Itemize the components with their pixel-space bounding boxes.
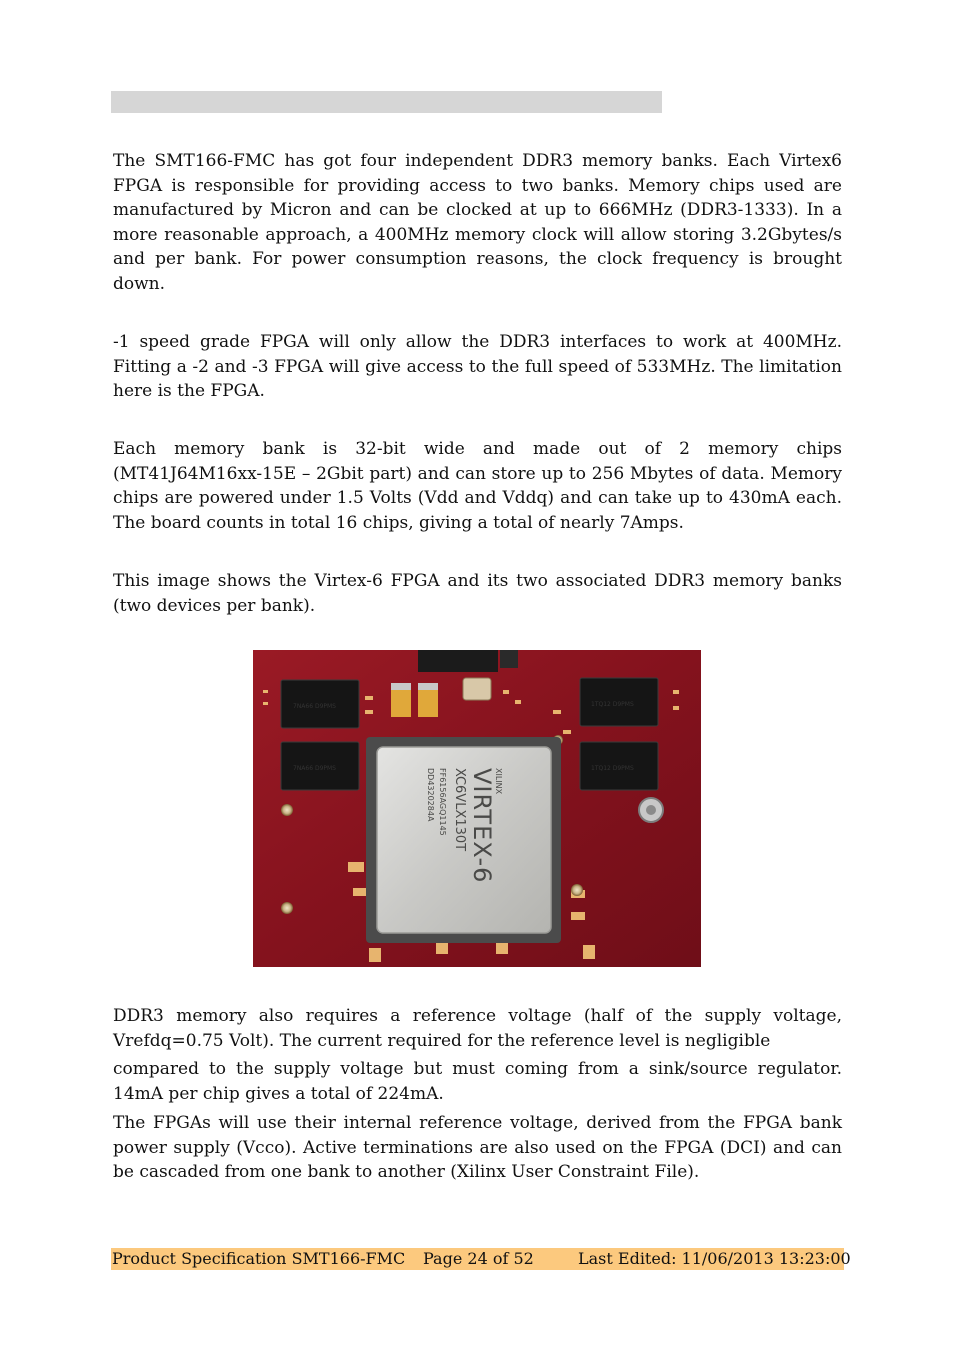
footer-product: Product Specification SMT166-FMC — [112, 1249, 406, 1268]
chip-marking: 7NA66 D9PMS — [293, 765, 336, 772]
paragraph-reference-voltage: DDR3 memory also requires a reference voltage (half of the supply voltage, Vrefdq=0.75 Volt). The current required for the reference level is negligible — [113, 1006, 842, 1051]
chip-package: FF6156AGQ1145 — [438, 768, 447, 836]
chip-marking: 7NA66 D9PMS — [293, 703, 336, 710]
paragraph-speed-grade: -1 speed grade FPGA will only allow the DDR3 interfaces to work at 400MHz. Fitting a -2 and -3 FPGA will give access to the full speed of 533MHz. The limitation here is the FPGA. — [113, 332, 842, 402]
mounting-hole — [281, 902, 293, 914]
mounting-hole — [571, 884, 583, 896]
chip-marking: 1TQ12 D9PMS — [591, 765, 634, 772]
paragraph-regulator: compared to the supply voltage but must coming from a sink/source regulator. 14mA per chip gives a total of 224mA. — [113, 1059, 842, 1104]
paragraph-memory-chips: Each memory bank is 32-bit wide and made out of 2 memory chips (MT41J64M16xx-15E – 2Gbit part) and can store up to 256 Mbytes of data. Memory chips are powered under 1.5 Volts (Vdd and Vddq) and can take up to 430mA each. The board counts in total 16 chips, giving a total of nearly 7Amps. — [113, 439, 842, 533]
footer-last-edited: Last Edited: 11/06/2013 13:23:00 — [578, 1249, 851, 1268]
page-footer — [111, 1248, 851, 1270]
chip-brand: XILINX — [494, 768, 503, 795]
chip-marking: 1TQ12 D9PMS — [591, 701, 634, 708]
paragraph-image-caption: This image shows the Virtex-6 FPGA and its two associated DDR3 memory banks (two devices per bank). — [113, 571, 842, 616]
chip-lot: DD4320284A — [426, 768, 435, 822]
chip-part: XC6VLX130T — [452, 768, 467, 852]
section-heading-bar — [111, 91, 662, 113]
top-component — [418, 650, 498, 672]
paragraph-fpga-vref: The FPGAs will use their internal reference voltage, derived from the FPGA bank power supply (Vcco). Active terminations are also used on the FPGA (DCI) and can be cascaded from one bank to another (Xilinx User Constraint File). — [113, 1113, 842, 1183]
fpga-board-photo — [253, 650, 701, 967]
chip-family: VIRTEX-6 — [468, 768, 496, 884]
paragraph-memory-banks: The SMT166-FMC has got four independent DDR3 memory banks. Each Virtex6 FPGA is responsible for providing access to two banks. Memory chips used are manufactured by Micron and can be clocked at up to 666MHz (DDR3-1333). In a more reasonable approach, a 400MHz memory clock will allow storing 3.2Gbytes/s and per bank. For power consumption reasons, the clock frequency is brought down. — [113, 151, 842, 294]
mounting-hole — [281, 804, 293, 816]
footer-page-number: Page 24 of 52 — [423, 1249, 534, 1268]
